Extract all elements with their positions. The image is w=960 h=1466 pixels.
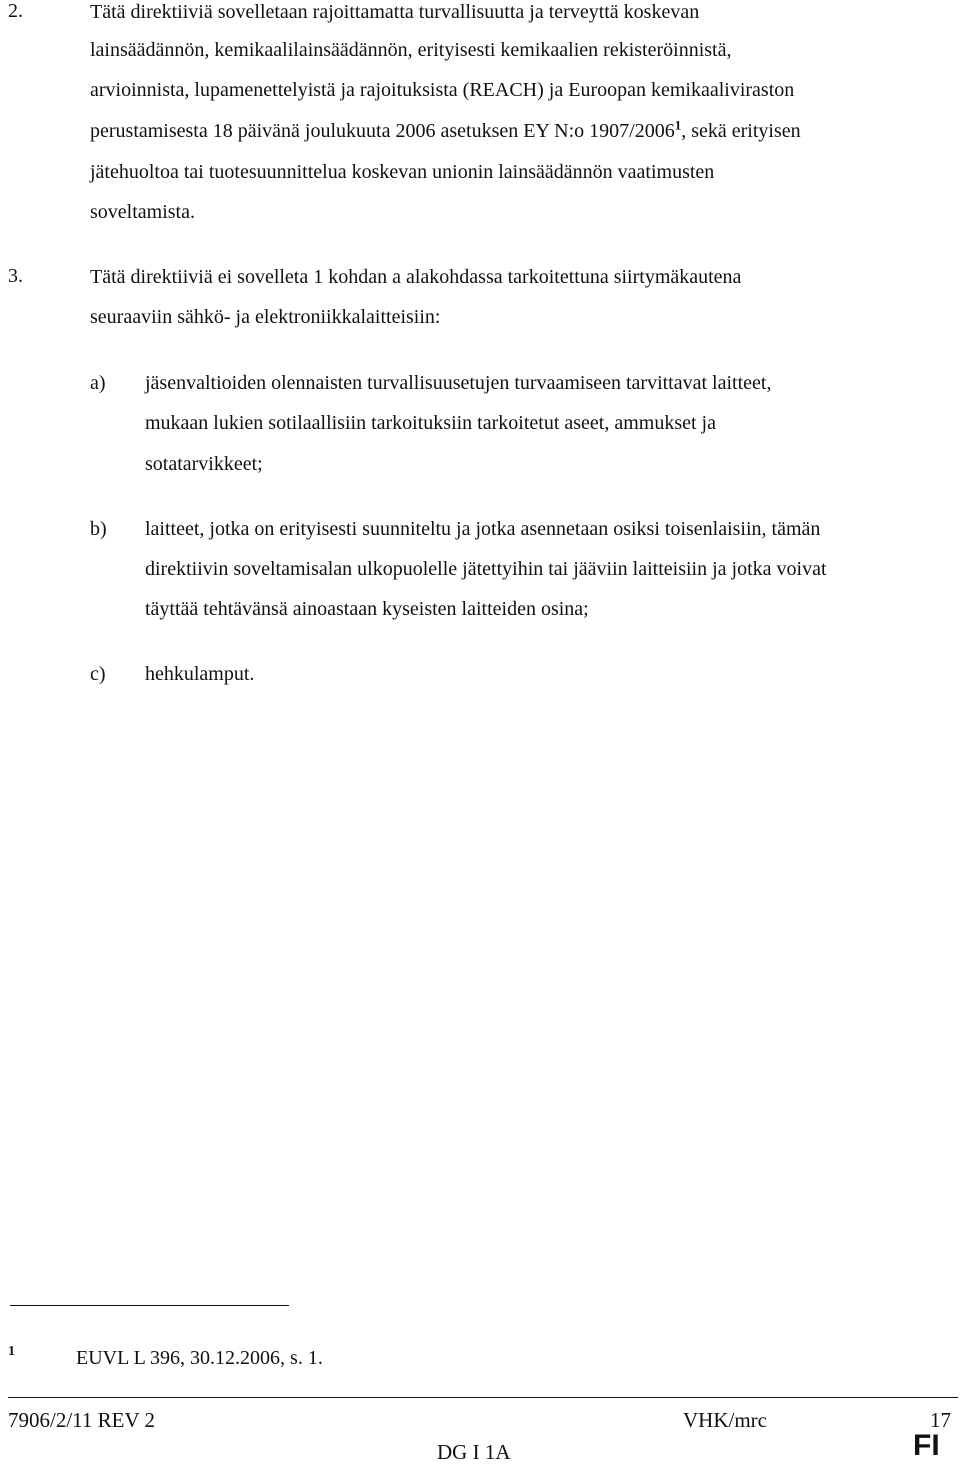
list-item-line: jäsenvaltioiden olennaisten turvallisuusetujen turvaamiseen tarvittavat laitteet, <box>145 372 772 394</box>
page-number: 17 <box>930 1408 951 1432</box>
paragraph-number: 2. <box>8 0 23 22</box>
author-initials: VHK/mrc <box>683 1408 767 1432</box>
paragraph-line: soveltamista. <box>90 201 195 223</box>
list-item-label: c) <box>90 663 106 685</box>
list-item-line: mukaan lukien sotilaallisiin tarkoituksiin tarkoitetut aseet, ammukset ja <box>145 412 716 434</box>
document-reference: 7906/2/11 REV 2 <box>8 1408 156 1432</box>
paragraph-line-with-footnote <box>90 119 801 143</box>
paragraph-line: Tätä direktiiviä sovelletaan rajoittamatta turvallisuutta ja terveyttä koskevan <box>90 1 700 23</box>
paragraph-line: arvioinnista, lupamenettelyistä ja rajoituksista (REACH) ja Euroopan kemikaaliviraston <box>90 79 795 101</box>
paragraph-line: Tätä direktiiviä ei sovelleta 1 kohdan a alakohdassa tarkoitettuna siirtymäkautena <box>90 266 742 288</box>
list-item-line: hehkulamput. <box>145 663 255 685</box>
directorate-code: DG I 1A <box>437 1440 511 1464</box>
paragraph-line: seuraaviin sähkö- ja elektroniikkalaitteisiin: <box>90 306 441 328</box>
paragraph-line-tail: , sekä erityisen <box>681 120 801 142</box>
list-item-line: direktiivin soveltamisalan ulkopuolelle jätettyihin tai jääviin laitteisiin ja jotka voivat <box>145 558 827 580</box>
paragraph-number: 3. <box>8 265 23 287</box>
paragraph-line-text: perustamisesta 18 päivänä joulukuuta 2006 asetuksen EY N:o 1907/2006 <box>90 120 675 142</box>
paragraph-line: lainsäädännön, kemikaalilainsäädännön, erityisesti kemikaalien rekisteröinnistä, <box>90 39 732 61</box>
footnote-number: 1 <box>8 1344 15 1359</box>
list-item-label: b) <box>90 518 107 540</box>
footnote-separator <box>10 1305 289 1306</box>
footnote-reference[interactable]: 1 <box>674 117 682 133</box>
list-item-line: laitteet, jotka on erityisesti suunniteltu ja jotka asennetaan osiksi toisenlaisiin, tämän <box>145 518 821 540</box>
paragraph-line: jätehuoltoa tai tuotesuunnittelua koskevan unionin lainsäädännön vaatimusten <box>90 161 715 183</box>
footnote-text: EUVL L 396, 30.12.2006, s. 1. <box>76 1347 323 1369</box>
list-item-line: täyttää tehtävänsä ainoastaan kyseisten laitteiden osina; <box>145 598 589 620</box>
footer-rule <box>8 1397 958 1398</box>
list-item-label: a) <box>90 372 106 394</box>
language-code: FI <box>913 1429 940 1462</box>
list-item-line: sotatarvikkeet; <box>145 453 263 475</box>
